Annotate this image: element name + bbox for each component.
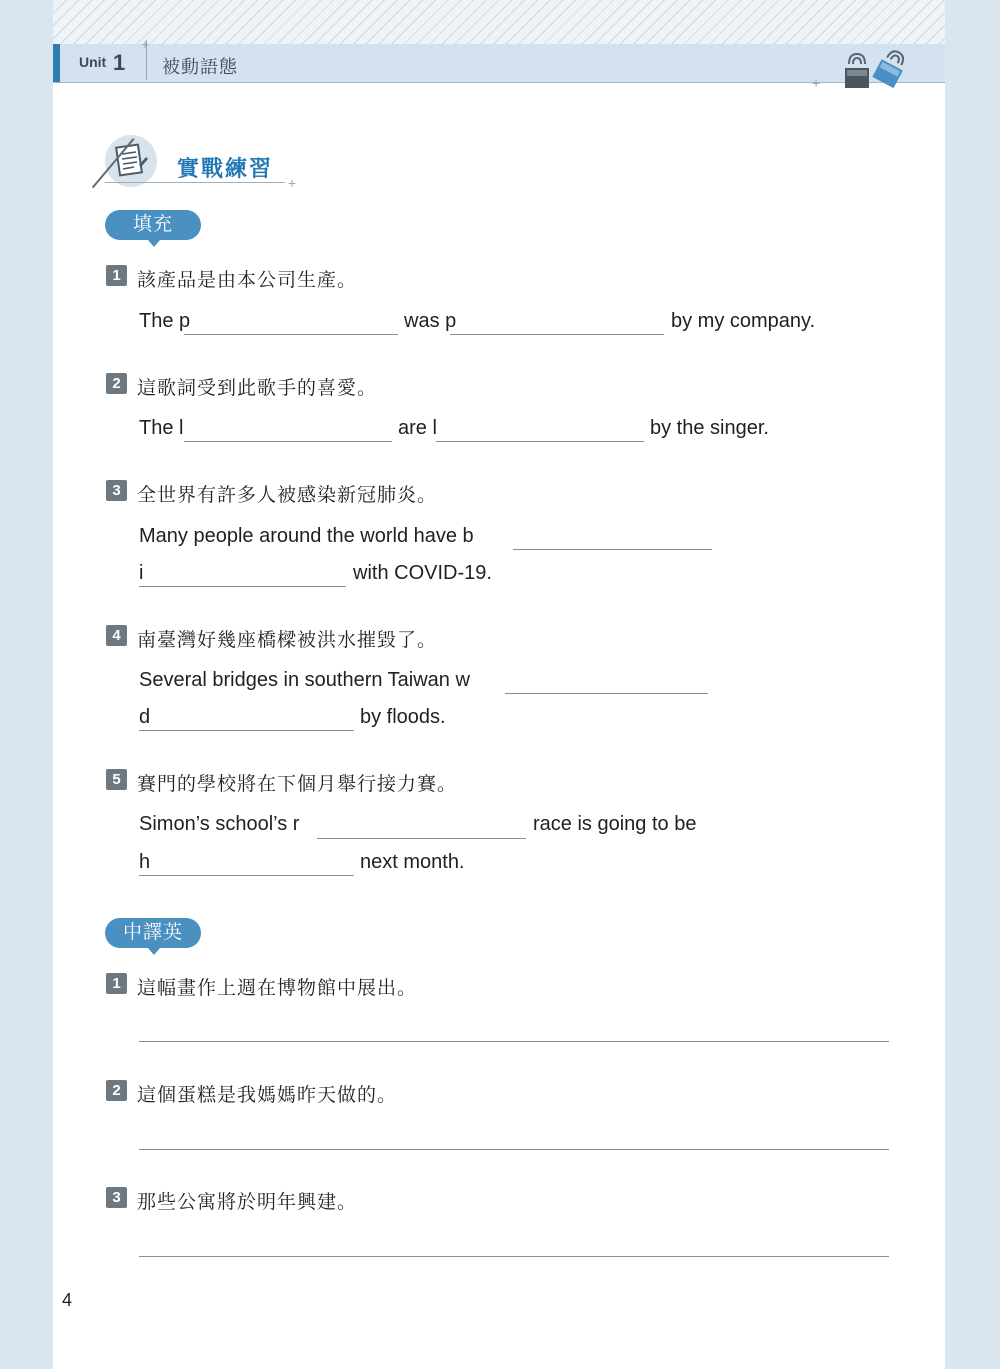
unit-label: Unit [79,54,107,70]
plus-mark-icon: + [812,75,821,91]
answer-blank[interactable] [436,441,644,442]
answer-text: i [139,562,144,584]
answer-text: The l [139,417,184,439]
plus-mark-icon: + [288,175,297,191]
answer-blank[interactable] [317,838,526,839]
question-chinese: 這幅畫作上週在博物館中展出。 [137,978,418,999]
answer-text: The p [139,310,191,332]
question-number: 1 [106,973,127,994]
question-number: 4 [106,625,127,646]
answer-blank[interactable] [513,549,712,550]
answer-text: race is going to be [533,813,697,835]
plus-mark-icon: + [141,36,150,52]
answer-blank[interactable] [505,693,708,694]
answer-text: h [139,851,151,873]
answer-text: d [139,706,151,728]
answer-text: by my company. [671,310,816,332]
workbook-page [53,0,945,1369]
question-number: 3 [106,1187,127,1208]
question-chinese: 這歌詞受到此歌手的喜愛。 [137,378,378,399]
question-chinese: 該產品是由本公司生產。 [137,270,358,291]
answer-text: Many people around the world have b [139,525,474,547]
question-number: 3 [106,480,127,501]
answer-line[interactable] [139,1149,889,1150]
unit-title: 被動語態 [162,57,238,77]
answer-text: was p [404,310,457,332]
answer-text: with COVID-19. [353,562,492,584]
answer-text: by floods. [360,706,446,728]
section-title: 實戰練習 [177,156,274,181]
answer-line[interactable] [139,1256,889,1257]
answer-line[interactable] [139,1041,889,1042]
fill-in-pill: 填充 [105,210,201,240]
answer-blank[interactable] [139,875,354,876]
answer-blank[interactable] [139,586,346,587]
question-number: 2 [106,1080,127,1101]
answer-text: Several bridges in southern Taiwan w [139,669,470,691]
answer-text: next month. [360,851,465,873]
header-hatch-pattern [53,0,945,44]
binder-clips-icon [839,50,913,96]
answer-blank[interactable] [184,334,398,335]
answer-text: Simon’s school’s r [139,813,300,835]
question-chinese: 那些公寓將於明年興建。 [137,1192,358,1213]
question-number: 2 [106,373,127,394]
question-number: 5 [106,769,127,790]
page-number: 4 [62,1290,73,1310]
question-chinese: 南臺灣好幾座橋樑被洪水摧毀了。 [137,630,438,651]
question-number: 1 [106,265,127,286]
header-accent-bar [53,44,60,82]
answer-blank[interactable] [139,730,354,731]
translate-pill: 中譯英 [105,918,201,948]
answer-blank[interactable] [450,334,664,335]
question-chinese: 全世界有許多人被感染新冠肺炎。 [137,485,438,506]
answer-text: are l [398,417,437,439]
answer-text: by the singer. [650,417,769,439]
question-chinese: 賽門的學校將在下個月舉行接力賽。 [137,774,458,795]
answer-blank[interactable] [184,441,392,442]
question-chinese: 這個蛋糕是我媽媽昨天做的。 [137,1085,398,1106]
unit-number: 1 [113,50,126,75]
